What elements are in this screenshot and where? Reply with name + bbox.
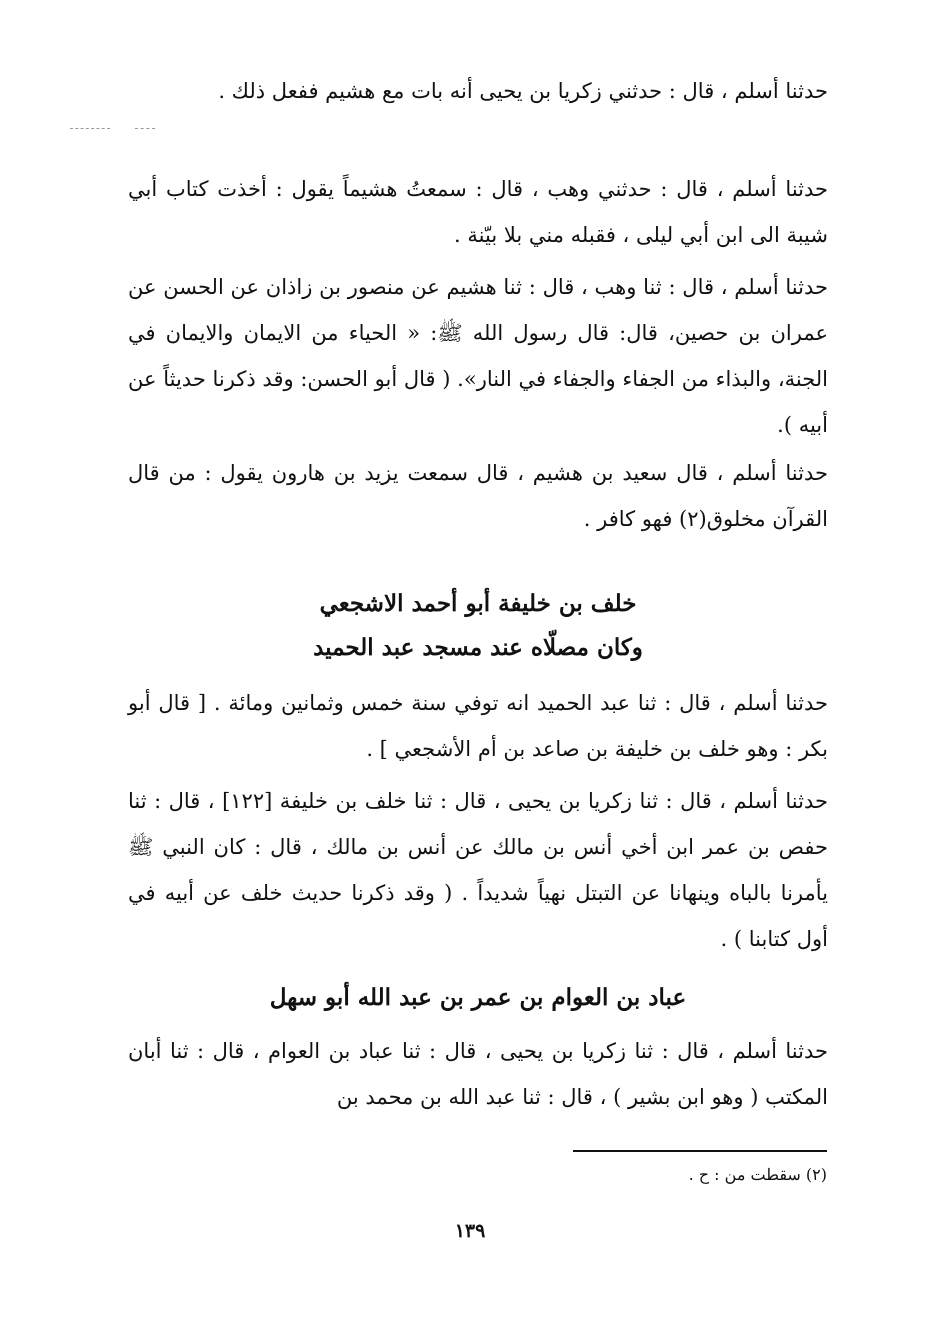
- section-heading-abbad: عباد بن العوام بن عمر بن عبد الله أبو سهل: [269, 984, 687, 1011]
- footnote-separator: [573, 1150, 827, 1152]
- scan-artifact: [135, 128, 155, 129]
- hadith-paragraph: حدثنا أسلم ، قال : ثنا زكريا بن يحيى ، قال : ثنا خلف بن خليفة [١٢٢] ، قال : ثنا حفص بن عمر ابن أخي أنس بن مالك عن أنس بن مالك ، قال : كان النبي ﷺ يأمرنا بالباه وينهانا عن التبتل نهياً شديداً . ( وقد ذكرنا حديث خلف عن أبيه في أول كتابنا ) .: [128, 789, 828, 951]
- hadith-paragraph: حدثنا أسلم ، قال : ثنا وهب ، قال : ثنا هشيم عن منصور بن زاذان عن الحسن عن عمران بن حصين، قال: قال رسول الله ﷺ: « الحياء من الايمان والايمان في الجنة، والبذاء من الجفاء والجفاء في النار». ( قال أبو الحسن: وقد ذكرنا حديثاً عن أبيه ).: [128, 275, 828, 437]
- hadith-paragraph: حدثنا أسلم ، قال : حدثني زكريا بن يحيى أنه بات مع هشيم ففعل ذلك .: [218, 79, 828, 103]
- footnote: (٢) سقطت من : ح .: [688, 1165, 827, 1184]
- page-number: ١٣٩: [454, 1220, 486, 1242]
- hadith-paragraph: حدثنا أسلم ، قال : ثنا عبد الحميد انه توفي سنة خمس وثمانين ومائة . [ قال أبو بكر : وهو خلف بن خليفة بن صاعد بن أم الأشجعي ] .: [128, 691, 828, 761]
- hadith-paragraph: حدثنا أسلم ، قال : حدثني وهب ، قال : سمعتُ هشيماً يقول : أخذت كتاب أبي شيبة الى ابن أبي ليلى ، فقبله مني بلا بيّنة .: [128, 177, 828, 247]
- hadith-paragraph: حدثنا أسلم ، قال سعيد بن هشيم ، قال سمعت يزيد بن هارون يقول : من قال القرآن مخلوق(٢) فهو كافر .: [128, 461, 828, 531]
- section-heading-khalaf: خلف بن خليفة أبو أحمد الاشجعي وكان مصلّاه عند مسجد عبد الحميد: [313, 590, 643, 661]
- scan-artifact: [70, 128, 110, 129]
- hadith-paragraph: حدثنا أسلم ، قال : ثنا زكريا بن يحيى ، قال : ثنا عباد بن العوام ، قال : ثنا أبان المكتب ( وهو ابن بشير ) ، قال : ثنا عبد الله بن محمد بن: [128, 1039, 828, 1109]
